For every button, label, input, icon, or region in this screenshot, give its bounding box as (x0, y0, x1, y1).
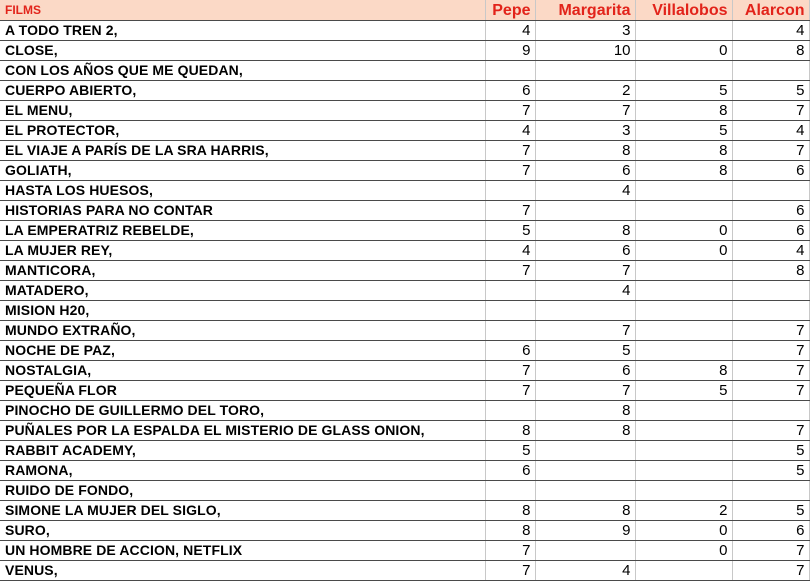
table-row (0, 181, 809, 201)
film-title-cell[interactable]: MANTICORA, (0, 261, 485, 281)
score-cell-pepe[interactable]: 7 (485, 381, 535, 401)
score-cell-alarcon[interactable]: 6 (732, 161, 809, 181)
score-cell-villalobos[interactable]: 8 (635, 161, 732, 181)
score-cell-alarcon[interactable]: 4 (732, 241, 809, 261)
score-cell-villalobos[interactable] (635, 561, 732, 581)
score-cell-villalobos[interactable] (635, 21, 732, 41)
score-cell-margarita[interactable]: 3 (535, 21, 635, 41)
score-cell-villalobos[interactable]: 0 (635, 541, 732, 561)
score-cell-alarcon[interactable]: 7 (732, 561, 809, 581)
score-cell-margarita[interactable]: 3 (535, 121, 635, 141)
score-cell-pepe[interactable]: 5 (485, 441, 535, 461)
score-cell-villalobos[interactable]: 5 (635, 81, 732, 101)
score-cell-villalobos[interactable]: 5 (635, 381, 732, 401)
table-row (0, 381, 809, 401)
table-row (0, 361, 809, 381)
table-row (0, 101, 809, 121)
score-cell-pepe[interactable]: 6 (485, 81, 535, 101)
score-cell-pepe[interactable]: 6 (485, 461, 535, 481)
score-cell-alarcon[interactable]: 4 (732, 21, 809, 41)
film-title-cell[interactable]: SURO, (0, 521, 485, 541)
film-title-cell[interactable]: A TODO TREN 2, (0, 21, 485, 41)
score-cell-villalobos[interactable] (635, 261, 732, 281)
score-cell-villalobos[interactable] (635, 341, 732, 361)
score-cell-alarcon[interactable]: 7 (732, 541, 809, 561)
score-cell-margarita[interactable]: 10 (535, 41, 635, 61)
score-cell-villalobos[interactable]: 2 (635, 501, 732, 521)
score-cell-alarcon[interactable]: 7 (732, 101, 809, 121)
table-row (0, 221, 809, 241)
film-title-cell[interactable]: CLOSE, (0, 41, 485, 61)
score-cell-margarita[interactable] (535, 541, 635, 561)
table-row (0, 341, 809, 361)
film-title-cell[interactable]: MUNDO EXTRAÑO, (0, 321, 485, 341)
score-cell-villalobos[interactable] (635, 301, 732, 321)
score-cell-margarita[interactable]: 5 (535, 341, 635, 361)
score-cell-margarita[interactable] (535, 201, 635, 221)
score-cell-villalobos[interactable] (635, 321, 732, 341)
score-cell-villalobos[interactable]: 0 (635, 221, 732, 241)
score-cell-villalobos[interactable]: 8 (635, 361, 732, 381)
score-cell-villalobos[interactable] (635, 481, 732, 501)
score-cell-alarcon[interactable]: 7 (732, 421, 809, 441)
score-cell-margarita[interactable]: 4 (535, 181, 635, 201)
table-row (0, 441, 809, 461)
score-cell-margarita[interactable] (535, 301, 635, 321)
table-row (0, 541, 809, 561)
score-cell-margarita[interactable]: 7 (535, 101, 635, 121)
score-cell-alarcon[interactable]: 5 (732, 81, 809, 101)
table-row (0, 321, 809, 341)
score-cell-villalobos[interactable] (635, 401, 732, 421)
film-title-cell[interactable]: UN HOMBRE DE ACCION, NETFLIX (0, 541, 485, 561)
score-cell-alarcon[interactable]: 8 (732, 261, 809, 281)
score-cell-pepe[interactable] (485, 181, 535, 201)
score-cell-villalobos[interactable] (635, 421, 732, 441)
score-cell-villalobos[interactable] (635, 61, 732, 81)
score-cell-pepe[interactable]: 4 (485, 241, 535, 261)
column-header-villalobos[interactable]: Villalobos (635, 0, 732, 21)
score-cell-alarcon[interactable]: 7 (732, 341, 809, 361)
score-cell-pepe[interactable] (485, 61, 535, 81)
film-title-cell[interactable]: SIMONE LA MUJER DEL SIGLO, (0, 501, 485, 521)
film-title-cell[interactable]: RABBIT ACADEMY, (0, 441, 485, 461)
score-cell-pepe[interactable]: 7 (485, 361, 535, 381)
score-cell-alarcon[interactable]: 7 (732, 361, 809, 381)
table-row (0, 301, 809, 321)
film-title-cell[interactable]: HISTORIAS PARA NO CONTAR (0, 201, 485, 221)
score-cell-margarita[interactable]: 9 (535, 521, 635, 541)
score-cell-pepe[interactable] (485, 401, 535, 421)
table-row (0, 161, 809, 181)
score-cell-margarita[interactable]: 8 (535, 221, 635, 241)
score-cell-margarita[interactable] (535, 441, 635, 461)
film-title-cell[interactable]: RUIDO DE FONDO, (0, 481, 485, 501)
table-row (0, 81, 809, 101)
score-cell-alarcon[interactable]: 5 (732, 441, 809, 461)
table-body (0, 21, 809, 581)
film-title-cell[interactable]: LA MUJER REY, (0, 241, 485, 261)
score-cell-alarcon[interactable] (732, 281, 809, 301)
score-cell-pepe[interactable]: 5 (485, 221, 535, 241)
score-cell-alarcon[interactable]: 6 (732, 521, 809, 541)
film-title-cell[interactable]: CON LOS AÑOS QUE ME QUEDAN, (0, 61, 485, 81)
score-cell-pepe[interactable]: 6 (485, 341, 535, 361)
score-cell-villalobos[interactable]: 0 (635, 41, 732, 61)
score-cell-pepe[interactable]: 4 (485, 21, 535, 41)
score-cell-alarcon[interactable]: 7 (732, 381, 809, 401)
score-cell-pepe[interactable]: 7 (485, 261, 535, 281)
score-cell-margarita[interactable]: 4 (535, 561, 635, 581)
film-title-cell[interactable]: CUERPO ABIERTO, (0, 81, 485, 101)
score-cell-margarita[interactable]: 2 (535, 81, 635, 101)
score-cell-margarita[interactable]: 6 (535, 161, 635, 181)
table-row (0, 281, 809, 301)
score-cell-villalobos[interactable]: 8 (635, 101, 732, 121)
score-cell-alarcon[interactable] (732, 481, 809, 501)
score-cell-margarita[interactable]: 8 (535, 401, 635, 421)
score-cell-villalobos[interactable]: 0 (635, 241, 732, 261)
score-cell-villalobos[interactable]: 5 (635, 121, 732, 141)
score-cell-margarita[interactable]: 8 (535, 421, 635, 441)
score-cell-pepe[interactable]: 8 (485, 421, 535, 441)
film-title-cell[interactable]: GOLIATH, (0, 161, 485, 181)
film-title-cell[interactable]: PINOCHO DE GUILLERMO DEL TORO, (0, 401, 485, 421)
score-cell-pepe[interactable]: 8 (485, 521, 535, 541)
score-cell-margarita[interactable] (535, 61, 635, 81)
film-title-cell[interactable]: NOSTALGIA, (0, 361, 485, 381)
score-cell-alarcon[interactable] (732, 301, 809, 321)
film-title-cell[interactable]: EL PROTECTOR, (0, 121, 485, 141)
score-cell-villalobos[interactable]: 8 (635, 141, 732, 161)
score-cell-alarcon[interactable] (732, 401, 809, 421)
score-cell-pepe[interactable]: 4 (485, 121, 535, 141)
score-cell-alarcon[interactable] (732, 181, 809, 201)
score-cell-alarcon[interactable]: 4 (732, 121, 809, 141)
score-cell-pepe[interactable] (485, 481, 535, 501)
score-cell-alarcon[interactable]: 7 (732, 321, 809, 341)
score-cell-pepe[interactable]: 7 (485, 541, 535, 561)
table-row (0, 401, 809, 421)
score-cell-pepe[interactable]: 9 (485, 41, 535, 61)
score-cell-margarita[interactable] (535, 461, 635, 481)
table-row (0, 261, 809, 281)
table-row (0, 241, 809, 261)
column-header-margarita[interactable]: Margarita (535, 0, 635, 21)
film-title-cell[interactable]: LA EMPERATRIZ REBELDE, (0, 221, 485, 241)
column-header-films[interactable]: FILMS (0, 0, 485, 21)
table-row (0, 141, 809, 161)
film-title-cell[interactable]: EL MENU, (0, 101, 485, 121)
score-cell-pepe[interactable]: 7 (485, 141, 535, 161)
film-title-cell[interactable]: PEQUEÑA FLOR (0, 381, 485, 401)
score-cell-villalobos[interactable] (635, 461, 732, 481)
table-row (0, 61, 809, 81)
score-cell-pepe[interactable]: 8 (485, 501, 535, 521)
score-cell-margarita[interactable]: 6 (535, 241, 635, 261)
score-cell-pepe[interactable]: 7 (485, 561, 535, 581)
score-cell-villalobos[interactable] (635, 281, 732, 301)
score-cell-villalobos[interactable]: 0 (635, 521, 732, 541)
film-title-cell[interactable]: RAMONA, (0, 461, 485, 481)
film-title-cell[interactable]: MATADERO, (0, 281, 485, 301)
score-cell-villalobos[interactable] (635, 201, 732, 221)
film-title-cell[interactable]: NOCHE DE PAZ, (0, 341, 485, 361)
score-cell-alarcon[interactable]: 5 (732, 461, 809, 481)
score-cell-pepe[interactable] (485, 321, 535, 341)
score-cell-pepe[interactable]: 7 (485, 201, 535, 221)
score-cell-pepe[interactable] (485, 301, 535, 321)
table-row (0, 561, 809, 581)
film-title-cell[interactable]: EL VIAJE A PARÍS DE LA SRA HARRIS, (0, 141, 485, 161)
table-row (0, 121, 809, 141)
column-header-pepe[interactable]: Pepe (485, 0, 535, 21)
score-cell-margarita[interactable]: 8 (535, 141, 635, 161)
score-cell-margarita[interactable]: 6 (535, 361, 635, 381)
film-title-cell[interactable]: HASTA LOS HUESOS, (0, 181, 485, 201)
score-cell-villalobos[interactable] (635, 441, 732, 461)
score-cell-alarcon[interactable]: 7 (732, 141, 809, 161)
table-row (0, 481, 809, 501)
score-cell-villalobos[interactable] (635, 181, 732, 201)
score-cell-margarita[interactable]: 7 (535, 261, 635, 281)
table-row (0, 21, 809, 41)
header-row (0, 0, 809, 21)
score-cell-alarcon[interactable] (732, 61, 809, 81)
table-row (0, 41, 809, 61)
film-title-cell[interactable]: MISION H20, (0, 301, 485, 321)
table-row (0, 521, 809, 541)
column-header-alarcon[interactable]: Alarcon (732, 0, 809, 21)
score-cell-alarcon[interactable]: 8 (732, 41, 809, 61)
table-row (0, 461, 809, 481)
score-cell-alarcon[interactable]: 6 (732, 221, 809, 241)
score-cell-pepe[interactable]: 7 (485, 161, 535, 181)
score-cell-pepe[interactable] (485, 281, 535, 301)
table-row (0, 201, 809, 221)
score-cell-alarcon[interactable]: 6 (732, 201, 809, 221)
score-cell-alarcon[interactable]: 5 (732, 501, 809, 521)
score-cell-margarita[interactable]: 7 (535, 321, 635, 341)
table-row (0, 421, 809, 441)
score-cell-margarita[interactable]: 8 (535, 501, 635, 521)
score-cell-pepe[interactable]: 7 (485, 101, 535, 121)
film-title-cell[interactable]: VENUS, (0, 561, 485, 581)
score-cell-margarita[interactable] (535, 481, 635, 501)
table-row (0, 501, 809, 521)
film-title-cell[interactable]: PUÑALES POR LA ESPALDA EL MISTERIO DE GLASS ONION, (0, 421, 485, 441)
score-cell-margarita[interactable]: 7 (535, 381, 635, 401)
score-cell-margarita[interactable]: 4 (535, 281, 635, 301)
